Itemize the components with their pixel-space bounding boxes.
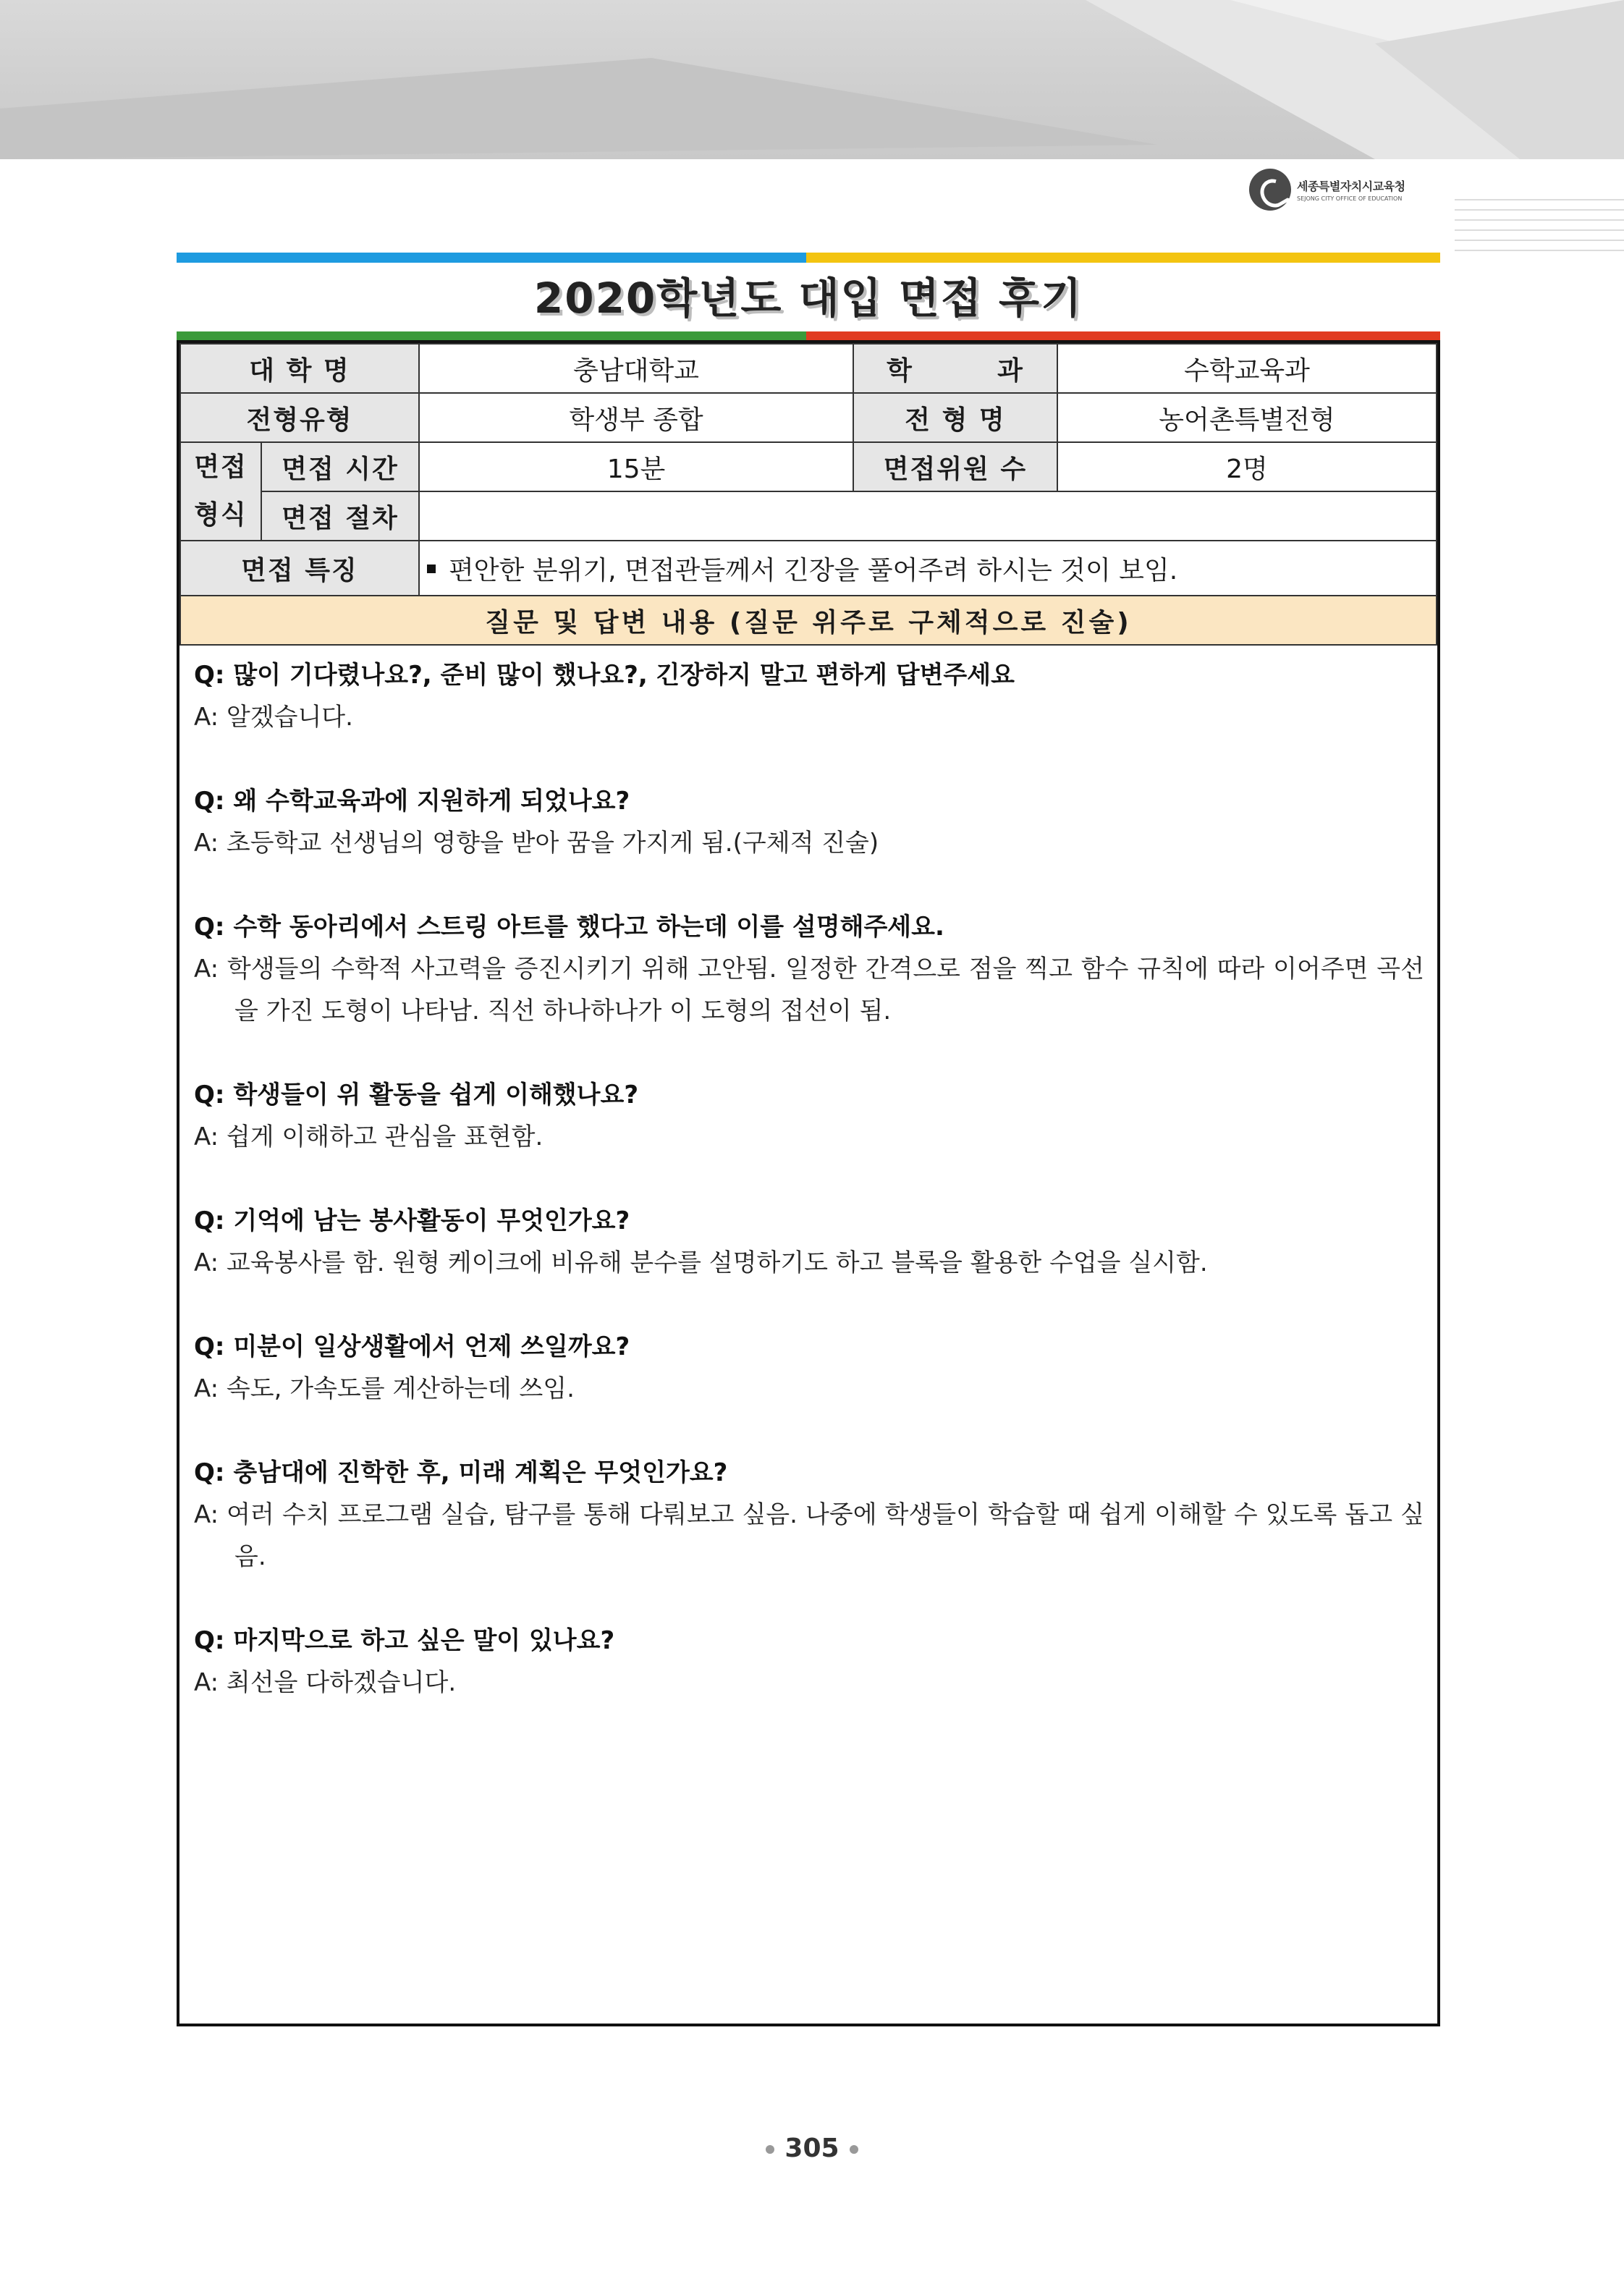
qa-section-header: 질문 및 답변 내용 (질문 위주로 구체적으로 진술) xyxy=(180,596,1437,645)
question: Q: 기억에 남는 봉사활동이 무엇인가요? xyxy=(194,1206,630,1235)
admission-type-value: 학생부 종합 xyxy=(419,393,853,442)
info-table xyxy=(179,343,1437,646)
qa-item xyxy=(194,1620,1424,1704)
page-title: 2020학년도 대입 면접 후기 xyxy=(533,274,1083,323)
admission-name-label: 전 형 명 xyxy=(853,393,1057,442)
format-label-top: 면접 xyxy=(194,452,248,482)
answer: A: 쉽게 이해하고 관심을 표현함. xyxy=(194,1122,544,1151)
office-logo xyxy=(1249,168,1466,211)
interview-time-value: 15분 xyxy=(419,442,853,491)
logo-emblem-icon xyxy=(1249,169,1291,211)
format-label xyxy=(180,442,261,541)
question: Q: 충남대에 진학한 후, 미래 계획은 무엇인가요? xyxy=(194,1458,728,1487)
question: Q: 미분이 일상생활에서 언제 쓰일까요? xyxy=(194,1332,630,1361)
interviewer-count-value: 2명 xyxy=(1057,442,1437,491)
question: Q: 수학 동아리에서 스트링 아트를 했다고 하는데 이를 설명해주세요. xyxy=(194,913,944,942)
dot-icon xyxy=(850,2145,858,2154)
decorative-lines xyxy=(1455,199,1624,264)
university-value: 충남대학교 xyxy=(419,344,853,393)
qa-item xyxy=(194,1326,1424,1410)
interview-time-label: 면접 시간 xyxy=(261,442,419,491)
page-number xyxy=(0,2134,1624,2163)
question: Q: 마지막으로 하고 싶은 말이 있나요? xyxy=(194,1626,615,1655)
department-label: 학 과 xyxy=(853,344,1057,393)
interviewer-count-label: 면접위원 수 xyxy=(853,442,1057,491)
answer: A: 속도, 가속도를 계산하는데 쓰임. xyxy=(194,1374,575,1403)
feature-label: 면접 특징 xyxy=(180,541,419,596)
answer: A: 초등학교 선생님의 영향을 받아 꿈을 가지게 됨.(구체적 진술) xyxy=(194,829,879,858)
qa-item xyxy=(194,780,1424,864)
format-label-bottom: 형식 xyxy=(194,500,248,530)
qa-item xyxy=(194,654,1424,738)
color-bar-top xyxy=(177,253,1440,263)
qa-item xyxy=(194,1200,1424,1284)
admission-type-label: 전형유형 xyxy=(180,393,419,442)
procedure-label: 면접 절차 xyxy=(261,491,419,541)
question: Q: 학생들이 위 활동을 쉽게 이해했나요? xyxy=(194,1081,639,1109)
qa-item xyxy=(194,1452,1424,1578)
banner-decoration xyxy=(0,0,1624,159)
question: Q: 많이 기다렸나요?, 준비 많이 했나요?, 긴장하지 말고 편하게 답변주세요 xyxy=(194,661,1015,690)
feature-cell xyxy=(419,541,1437,596)
logo-korean-text: 세종특별자치시교육청 xyxy=(1297,179,1405,193)
question: Q: 왜 수학교육과에 지원하게 되었나요? xyxy=(194,787,630,816)
answer: A: 최선을 다하겠습니다. xyxy=(194,1668,457,1697)
top-banner xyxy=(0,0,1624,159)
answer: A: 교육봉사를 함. 원형 케이크에 비유해 분수를 설명하기도 하고 블록을 활용한 수업을 실시함. xyxy=(194,1248,1208,1277)
qa-item xyxy=(194,906,1424,1032)
logo-english-text: SEJONG CITY OFFICE OF EDUCATION xyxy=(1297,195,1403,202)
dot-icon xyxy=(766,2145,774,2154)
page-number-text: 305 xyxy=(784,2134,840,2163)
interview-sheet xyxy=(177,340,1440,2026)
feature-value: 편안한 분위기, 면접관들께서 긴장을 풀어주려 하시는 것이 보임. xyxy=(449,555,1178,585)
qa-item xyxy=(194,1074,1424,1158)
admission-name-value: 농어촌특별전형 xyxy=(1057,393,1437,442)
answer: A: 여러 수치 프로그램 실습, 탐구를 통해 다뤄보고 싶음. 나중에 학생들이 학습할 때 쉽게 이해할 수 있도록 돕고 싶음. xyxy=(194,1500,1424,1571)
answer: A: 알겠습니다. xyxy=(194,703,353,732)
qa-list xyxy=(194,654,1424,1746)
color-bar-bottom xyxy=(177,331,1440,340)
bullet-icon xyxy=(427,565,436,573)
answer: A: 학생들의 수학적 사고력을 증진시키기 위해 고안됨. 일정한 간격으로 점을 찍고 함수 규칙에 따라 이어주면 곡선을 가진 도형이 나타남. 직선 하나하나가 이 도형의 접선이 됨. xyxy=(194,955,1424,1026)
procedure-value xyxy=(419,491,1437,541)
department-value: 수학교육과 xyxy=(1057,344,1437,393)
university-label: 대 학 명 xyxy=(180,344,419,393)
